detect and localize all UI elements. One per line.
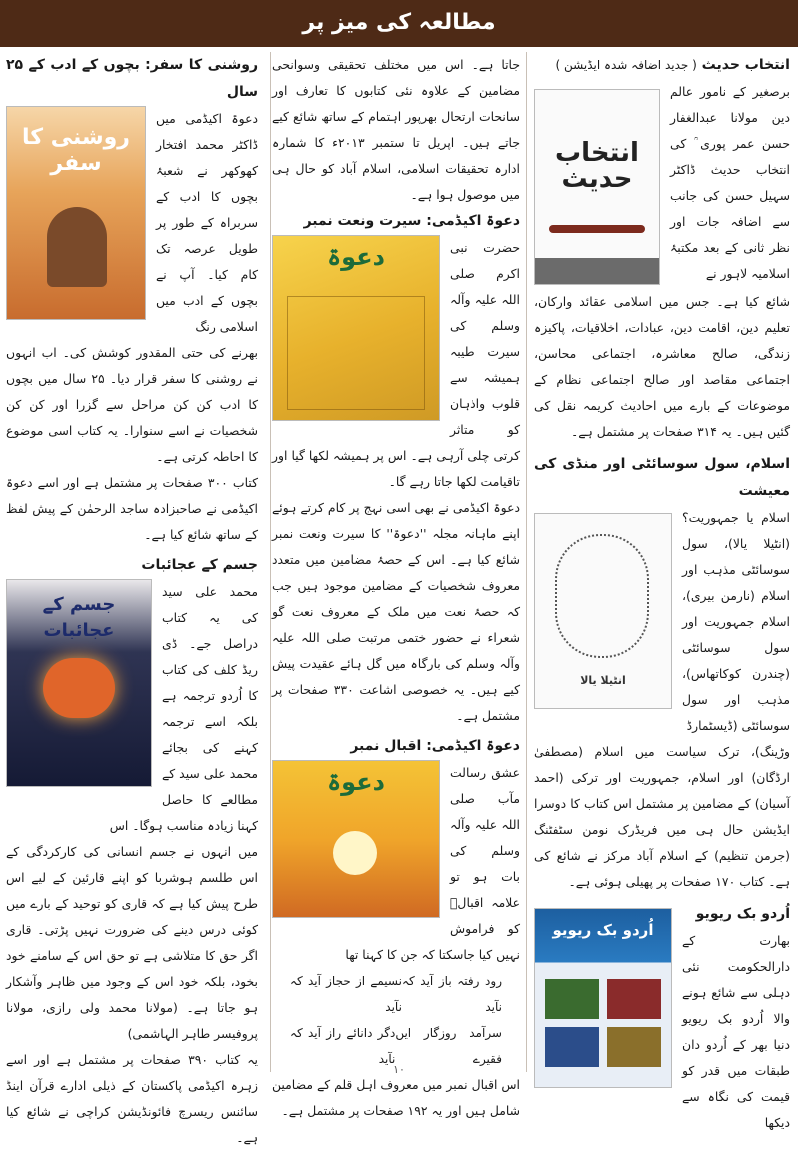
paragraph: محمد علی سید کی یہ کتاب دراصل جے۔ ڈی ریڈ کلف کی کتاب کا اُردو ترجمہ ہے بلکہ اسے ترجمہ کہنے کی بجائے محمد علی سید کے مطالعے کا حاصل کہنا زیادہ مناسب ہوگا۔ اس: [109, 584, 258, 833]
page-header: [0, 0, 798, 47]
paragraph: دعوۃ اکیڈمی میں ڈاکٹر محمد افتخار کھوکھر نے شعبۂ بچوں کا ادب کے سربراہ کے طور پر طویل عرصہ تک کام کیا۔ آپ نے بچوں کے ادب میں اسلامی رنگ: [156, 111, 258, 334]
paragraph: اس اقبال نمبر میں معروف اہل قلم کے مضامین شامل ہیں اور یہ ۱۹۲ صفحات پر مشتمل ہے۔: [272, 1077, 520, 1118]
thumb: [607, 979, 661, 1019]
verse-hemistich: رود رفتہ باز آید کہ نآید: [401, 974, 502, 1014]
paragraph: میں انہوں نے جسم انسانی کی کارکردگی کے اس طلسم ہوشربا کو اپنے قارئین کے لیے اس طرح پیش کیا ہے کہ قاری کو توحید کے بارے میں کوئی درس دینے کی ضرورت نہیں پڑتی۔ قاری اگر حق کا متلاشی ہے تو حق اس کے سامنے خود بخود، بلکہ خود اس کے وجود میں ظاہر وآشکار ہو جاتا ہے۔ (مولانا محمد ولی رازی، مولانا پروفیسر طاہر الہاشمی): [6, 844, 258, 1041]
section-heading: اُردو بک ریویو: [695, 906, 790, 922]
section-heading: دعوۃ اکیڈمی: سیرت ونعت نمبر: [303, 213, 520, 229]
paragraph: جاتا ہے۔ اس میں مختلف تحقیقی وسوانحی مضامین کے علاوہ نئی کتابوں کا تعارف اور سانحات ارتحال بھرپور اہتمام کے ساتھ شائع کیے جاتے ہیں۔ اپریل تا ستمبر ۲۰۱۳ء کا شمارہ ادارہ تحقیقات اسلامی، اسلام آباد کو حال ہی میں موصول ہوا ہے۔: [272, 57, 520, 202]
magazine-cover-title: اُردو بک ریویو: [552, 921, 654, 939]
magazine-cover-image: [272, 760, 440, 918]
book-cover-title: جسم کے عجائبات: [42, 594, 116, 641]
portrait-illustration: [555, 534, 649, 658]
paragraph: بھرنے کی حتی المقدور کوشش کی۔ اب انہوں نے روشنی کا سفر قرار دیا۔ ۲۵ سال میں بچوں کا ادب کن کن مراحل سے گزرا اور کن کن شخصیات نے اسے سنوارا۔ یہ کتاب اسی موضوع کا احاطہ کرتی ہے۔: [6, 345, 259, 464]
book-cover-image: [6, 106, 146, 320]
page-number-text: ۱۰: [393, 1063, 405, 1076]
cover-band: [535, 258, 659, 284]
book-cover-title: انتخاب حدیث: [555, 138, 639, 194]
section-heading: جسم کے عجائبات: [141, 557, 258, 573]
magazine-cover-image: [272, 235, 440, 421]
verse-hemistich: سرآمد روزگار ایں فقیرے: [395, 1026, 502, 1066]
paragraph: وڑینگ)، ترک سیاست میں اسلام (مصطفیٰ ارڈگان) اور اسلام، جمہوریت اور ترکی (احمد آسیان) کے مضامین پر مشتمل اس کتاب کا دوسرا ایڈیشن حال ہی میں فریڈرک نومن سٹفٹنگ (جرمن تنظیم) کے اسلام آباد مرکز نے شائع کی ہے۔ کتاب ۱۷۰ صفحات پر پھیلی ہوئی ہے۔: [534, 744, 790, 889]
verse-hemistich: نسیمے از حجاز آید کہ نآید: [290, 974, 402, 1014]
paragraph: عشق رسالت مآب صلی اللہ علیہ وآلہ وسلم کی بات ہو تو علامہ اقبالؒ کو فراموش نہیں کیا جاسکتا کہ جن کا کہنا تھا: [345, 765, 520, 962]
section-title: [534, 52, 790, 79]
book-cover-title: روشنی کا سفر: [22, 125, 130, 176]
magazine-cover-image: [534, 908, 672, 1088]
column-left: [6, 52, 259, 1145]
column-divider: [270, 52, 271, 1072]
pen-illustration: [549, 225, 645, 233]
book-cover-title: انٹیلا یالا: [580, 674, 626, 687]
verse-line: [272, 968, 520, 1020]
section-heading: انتخاب حدیث: [701, 57, 790, 73]
column-divider: [526, 52, 527, 1072]
paragraph: حضرت نبی اکرم صلی اللہ علیہ وآلہ وسلم کی سیرت طیبہ ہمیشہ سے قلوب واذہان کو متاثر کرتی چلی آرہی ہے۔ اس پر ہمیشہ لکھا گیا اور تاقیامت لکھا جاتا رہے گا۔: [272, 240, 520, 489]
paragraph: برصغیر کے نامور عالم دین مولانا عبدالغفار حسن عمر پوری ؒ کی انتخاب حدیث ڈاکٹر سہیل حسن کی جانب سے اضافہ جات اور نظر ثانی کے بعد مکتبۂ اسلامیہ لاہور نے: [670, 84, 790, 281]
paragraph: یہ کتاب ۳۹۰ صفحات پر مشتمل ہے اور اسے زہرہ اکیڈمی پاکستان کے ذیلی ادارے قرآن اینڈ سائنس ریسرچ فائونڈیشن کراچی نے شائع کیا ہے۔: [6, 1052, 258, 1145]
magazine-cover-title: دعوۃ: [327, 768, 385, 796]
book-cover-image: [6, 579, 152, 787]
paragraph: شائع کیا ہے۔ جس میں اسلامی عقائد وارکان، تعلیم دین، اقامت دین، عبادات، اخلاقیات، پاکیزہ زندگی، صالح معاشرہ، اجتماعی محاسن، اجتماعی مقاصد اور صالح اجتماعی نظام کے موضوعات کے بارے میں احادیث کریمہ نقل کی گئیں ہیں۔ یہ ۳۱۴ صفحات پر مشتمل ہے۔: [534, 294, 790, 439]
book-cover-image: [534, 89, 660, 285]
paragraph: دعوۃ اکیڈمی نے بھی اسی نہج پر کام کرتے ہوئے اپنے ماہانہ مجلہ ''دعوۃ'' کا سیرت ونعت نمبر شائع کیا ہے۔ اس کے حصۂ مضامین میں متعدد معروف شخصیات کے مضامین موجود ہیں جب کہ حصۂ نعت میں ملک کے معروف نعت گو شعراء نے حضور ختمی مرتبت صلی اللہ علیہ وآلہ وسلم کی بارگاہ میں گل ہائے عقیدت پیش کیے ہیں۔ یہ خصوصی اشاعت ۳۳۰ صفحات پر مشتمل ہے۔: [272, 500, 521, 723]
child-illustration: [47, 207, 107, 287]
section-heading: اسلام، سول سوسائٹی اور منڈی کی معیشت: [534, 456, 790, 499]
book-cover-image: [534, 513, 672, 709]
page-title: مطالعہ کی میز پر: [302, 10, 496, 35]
magazine-cover-title: دعوۃ: [327, 243, 385, 271]
calligraphy-panel: [287, 296, 425, 410]
section-heading: روشنی کا سفر: بچوں کے ادب کے ۲۵ سال: [6, 57, 258, 100]
column-middle: [272, 52, 521, 1118]
sun-illustration: [333, 831, 377, 875]
thumb: [545, 1027, 599, 1067]
verse-hemistich: دگر دانائے راز آید کہ نآید: [290, 1026, 396, 1066]
thumb: [607, 1027, 661, 1067]
page-number: [0, 1063, 798, 1076]
paragraph: بھارت کے دارالحکومت نئی دہلی سے شائع ہونے والا اُردو بک ریویو دنیا بھر کے اُردو دان طبقات میں قدر کو قیمت کی نگاہ سے دیکھا: [682, 933, 790, 1130]
paragraph: اسلام یا جمہوریت؟ (انٹیلا یالا)، سول سوسائٹی مذہب اور اسلام (نارمن بیری)، اسلام جمہوریت اور سول سوسائٹی (چندرن کوکاتھاس)، مذہب اور سول سوسائٹی (ڈیسٹمارڈ: [682, 510, 790, 733]
section-heading: دعوۃ اکیڈمی: اقبال نمبر: [350, 738, 520, 754]
thumb: [545, 979, 599, 1019]
column-right: [534, 52, 790, 1130]
section-subheading: ( جدید اضافہ شدہ ایڈیشن ): [555, 58, 697, 72]
paragraph: کتاب ۳۰۰ صفحات پر مشتمل ہے اور اسے دعوۃ اکیڈمی نے صاحبزادہ ساجد الرحمٰن کے پیش لفظ کے ساتھ شائع کیا ہے۔: [6, 475, 258, 542]
brain-illustration: [43, 658, 115, 718]
